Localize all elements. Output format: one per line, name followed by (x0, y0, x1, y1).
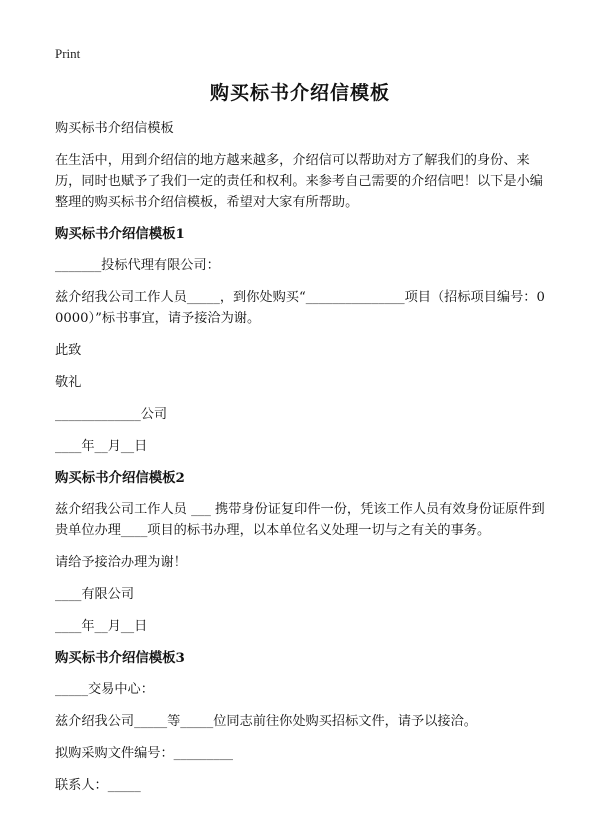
template-3-doc-number: 拟购采购文件编号：_________ (55, 746, 234, 761)
template-1-section (55, 224, 550, 457)
document-subtitle: 购买标书介绍信模板 (55, 121, 174, 136)
template-3-recipient: _____交易中心： (55, 682, 154, 697)
template-3-section (55, 648, 550, 796)
intro-paragraph: 在生活中，用到介绍信的地方越来越多，介绍信可以帮助对方了解我们的身份、来历，同时也赋予了我们一定的责任和权利。来参考自己需要的介绍信吧！以下是小编整理的购买标书介绍信模板，希望对大家有所帮助。 (55, 153, 543, 210)
template-2-body: 兹介绍我公司工作人员 ___ 携带身份证复印件一份，凭该工作人员有效身份证原件到贵单位办理____项目的标书办理，以本单位名义处理一切与之有关的事务。 (55, 502, 545, 538)
template-3-contact: 联系人：_____ (55, 778, 141, 793)
document-body (55, 118, 550, 807)
print-link[interactable]: Print (55, 46, 81, 61)
template-2-request: 请给予接洽办理为谢！ (55, 555, 187, 570)
template-1-signature: _____________公司 (55, 407, 168, 422)
page-title: 购买标书介绍信模板 (209, 82, 390, 104)
template-1-body: 兹介绍我公司工作人员_____，到你处购买“_______________项目（招标项目编号：00000）”标书事宜，请予接洽为谢。 (55, 290, 545, 326)
template-2-date: ____年__月__日 (55, 619, 148, 634)
template-1-date: ____年__月__日 (55, 439, 148, 454)
template-1-heading: 购买标书介绍信模板1 (55, 226, 185, 242)
template-3-body: 兹介绍我公司_____等_____位同志前往你处购买招标文件，请予以接洽。 (55, 714, 477, 729)
template-1-recipient: _______投标代理有限公司： (55, 258, 220, 273)
template-2-heading: 购买标书介绍信模板2 (55, 470, 185, 486)
template-2-signature: ____有限公司 (55, 587, 135, 602)
template-1-closing-2: 敬礼 (55, 375, 82, 390)
template-3-heading: 购买标书介绍信模板3 (55, 650, 185, 666)
template-1-closing-1: 此致 (55, 343, 82, 358)
template-2-section (55, 468, 550, 637)
